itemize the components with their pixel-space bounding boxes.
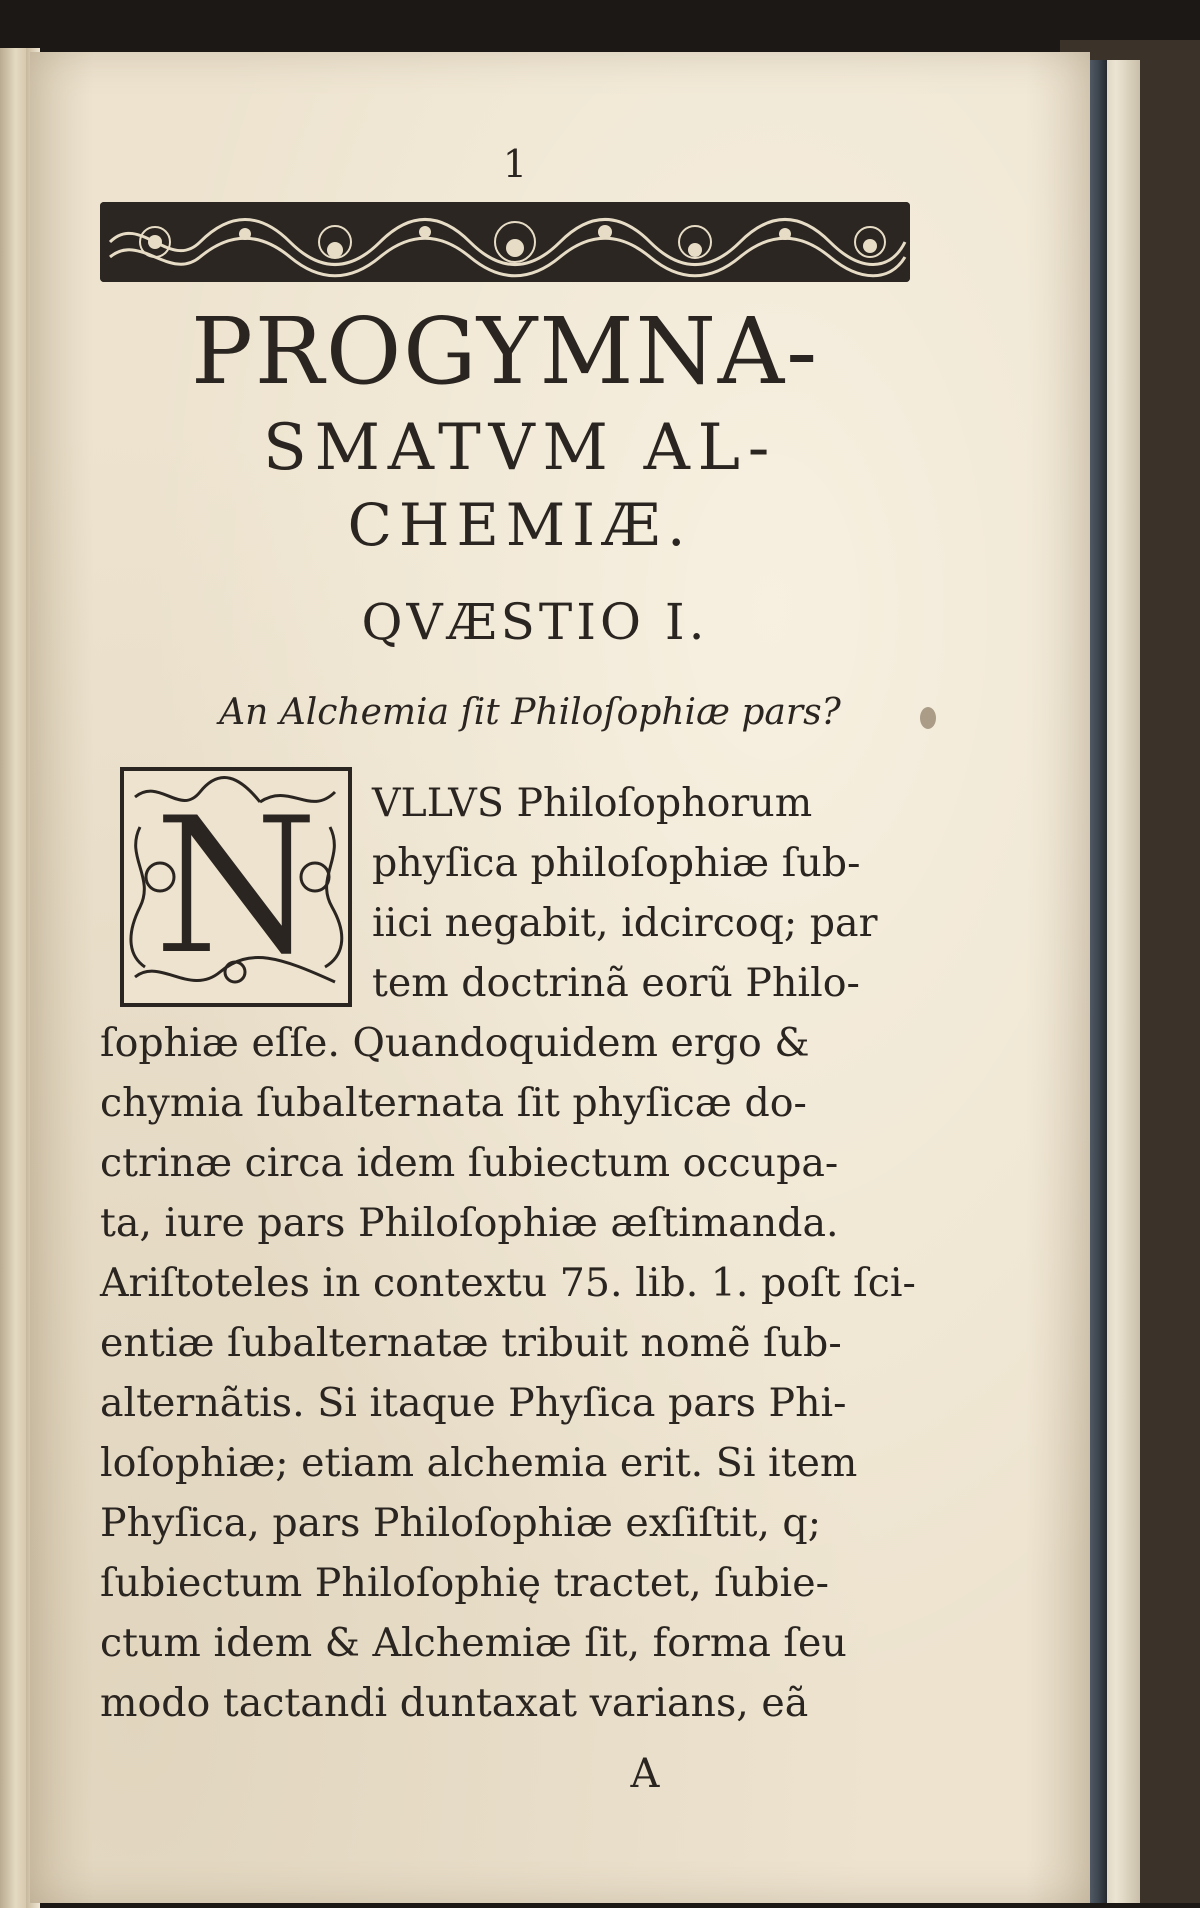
body-line-16: modo tactandi duntaxat varians, eã (100, 1680, 809, 1726)
body-line-2: phyſica philoſophiæ ſub- (372, 840, 861, 886)
body-line-1: VLLVS Philoſophorum (372, 780, 813, 826)
catchword-signature: A (630, 1751, 660, 1797)
page-number: 1 (502, 142, 528, 186)
body-line-11: alternãtis. Si itaque Phyſica pars Phi- (100, 1380, 847, 1426)
decorated-initial (120, 767, 352, 1007)
initial-letter: N (152, 776, 320, 997)
body-line-6: chymia ſubalternata ſit phyſicæ do- (100, 1080, 807, 1126)
body-line-8: ta, iure pars Philoſophiæ æſtimanda. (100, 1200, 839, 1246)
ink-stain (920, 707, 936, 729)
body-line-14: ſubiectum Philoſophię tractet, ſubie- (100, 1560, 829, 1606)
body-line-15: ctum idem & Alchemiæ ſit, forma ſeu (100, 1620, 847, 1666)
body-line-9: Ariſtoteles in contextu 75. lib. 1. poſt ſci- (100, 1260, 916, 1306)
body-line-3: iici negabit, idcircoq; par (372, 900, 878, 946)
question-heading: QVÆSTIO I. (361, 593, 709, 651)
question-subtitle: An Alchemia ſit Philoſophiæ pars? (219, 692, 841, 733)
body-line-5: ſophiæ eſſe. Quandoquidem ergo & (100, 1020, 810, 1066)
ornamental-headpiece (100, 202, 910, 282)
body-line-4: tem doctrinã eorũ Philo- (372, 960, 860, 1006)
title-line-1: PROGYMNA- (191, 298, 819, 405)
body-line-12: loſophiæ; etiam alchemia erit. Si item (100, 1440, 858, 1486)
body-line-13: Phyſica, pars Philoſophiæ exſiſtit, q; (100, 1500, 822, 1546)
body-line-10: entiæ ſubalternatæ tribuit nomẽ ſub- (100, 1320, 842, 1366)
body-line-7: ctrinæ circa idem ſubiectum occupa- (100, 1140, 839, 1186)
previous-page-edge (0, 48, 26, 1908)
printed-page (30, 52, 1090, 1903)
title-line-2: SMATVM AL- (262, 411, 778, 485)
title-line-3: CHEMIÆ. (347, 491, 693, 559)
